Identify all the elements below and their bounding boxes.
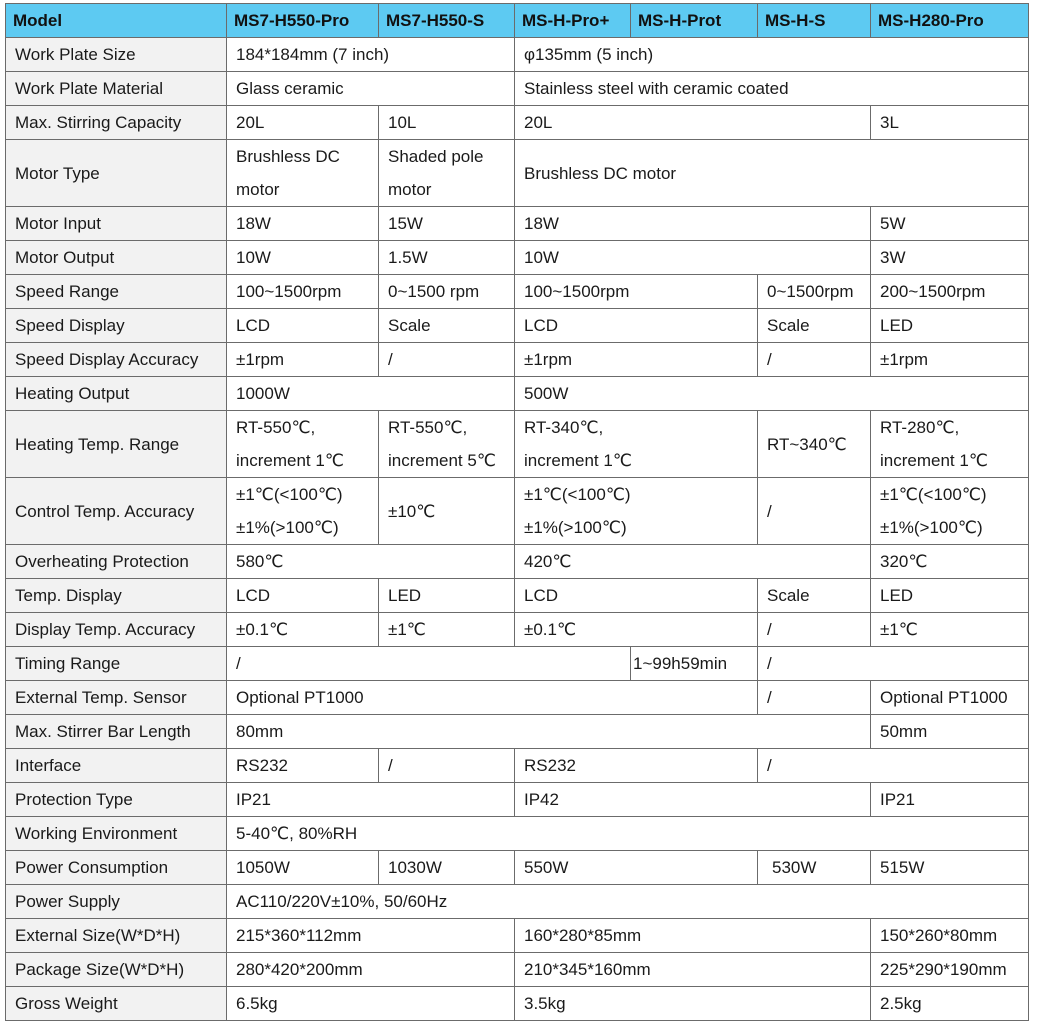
cell-line: RT-550℃, <box>236 418 316 437</box>
table-cell: RT~340℃ <box>758 411 871 478</box>
table-cell: ±10℃ <box>379 478 515 545</box>
table-cell <box>871 478 1029 545</box>
table-cell: 10L <box>379 106 515 140</box>
table-cell: 100~1500rpm <box>227 275 379 309</box>
row-label: Heating Output <box>6 377 227 411</box>
table-cell: / <box>758 478 871 545</box>
cell-line: increment 5℃ <box>388 451 496 470</box>
table-row <box>6 715 1029 749</box>
row-label: Work Plate Material <box>6 72 227 106</box>
table-cell: 1050W <box>227 851 379 885</box>
table-cell: IP42 <box>515 783 871 817</box>
table-cell: Glass ceramic <box>227 72 515 106</box>
table-cell: Stainless steel with ceramic coated <box>515 72 1029 106</box>
table-cell: 80mm <box>227 715 871 749</box>
row-label: Protection Type <box>6 783 227 817</box>
cell-line: RT-280℃, <box>880 418 960 437</box>
table-cell: ±1rpm <box>227 343 379 377</box>
row-label: Speed Display <box>6 309 227 343</box>
row-label: Package Size(W*D*H) <box>6 953 227 987</box>
table-row <box>6 987 1029 1021</box>
table-row <box>6 953 1029 987</box>
row-label: Display Temp. Accuracy <box>6 613 227 647</box>
table-cell: 2.5kg <box>871 987 1029 1021</box>
table-cell: 500W <box>515 377 1029 411</box>
table-cell: 0~1500rpm <box>758 275 871 309</box>
row-label: Motor Output <box>6 241 227 275</box>
table-cell: 6.5kg <box>227 987 515 1021</box>
table-cell: Optional PT1000 <box>871 681 1029 715</box>
table-row <box>6 377 1029 411</box>
cell-line: Shaded pole <box>388 147 484 166</box>
table-cell: 550W <box>515 851 758 885</box>
table-cell: 100~1500rpm <box>515 275 758 309</box>
table-cell: 0~1500 rpm <box>379 275 515 309</box>
table-cell <box>227 140 379 207</box>
row-label: Max. Stirrer Bar Length <box>6 715 227 749</box>
table-cell: LED <box>871 579 1029 613</box>
table-cell: 200~1500rpm <box>871 275 1029 309</box>
row-label: Motor Input <box>6 207 227 241</box>
table-cell: 160*280*85mm <box>515 919 871 953</box>
table-row <box>6 411 1029 478</box>
row-label: Heating Temp. Range <box>6 411 227 478</box>
header-ms-h-s: MS-H-S <box>758 4 871 38</box>
table-row <box>6 207 1029 241</box>
table-cell: LED <box>379 579 515 613</box>
cell-line: increment 1℃ <box>880 451 988 470</box>
table-cell: 320℃ <box>871 545 1029 579</box>
cell-line: RT-550℃, <box>388 418 468 437</box>
table-cell: 3L <box>871 106 1029 140</box>
table-row <box>6 478 1029 545</box>
table-cell <box>379 140 515 207</box>
table-cell: Scale <box>758 579 871 613</box>
cell-line: ±1℃(<100℃) <box>524 485 631 504</box>
header-ms-h-prot: MS-H-Prot <box>631 4 758 38</box>
table-cell: 184*184mm (7 inch) <box>227 38 515 72</box>
row-label: Overheating Protection <box>6 545 227 579</box>
table-cell: 5W <box>871 207 1029 241</box>
table-cell <box>227 478 379 545</box>
table-cell: / <box>758 343 871 377</box>
row-label: Speed Range <box>6 275 227 309</box>
table-row <box>6 885 1029 919</box>
table-cell: / <box>758 647 1029 681</box>
cell-line: ±1%(>100℃) <box>236 518 339 537</box>
row-label: External Temp. Sensor <box>6 681 227 715</box>
row-label: Work Plate Size <box>6 38 227 72</box>
table-cell: ±1rpm <box>871 343 1029 377</box>
table-cell: φ135mm (5 inch) <box>515 38 1029 72</box>
table-row <box>6 613 1029 647</box>
table-cell: LCD <box>515 309 758 343</box>
table-row <box>6 851 1029 885</box>
table-cell: 1030W <box>379 851 515 885</box>
header-ms-h280-pro: MS-H280-Pro <box>871 4 1029 38</box>
table-cell: 515W <box>871 851 1029 885</box>
row-label: Motor Type <box>6 140 227 207</box>
table-cell: ±0.1℃ <box>515 613 758 647</box>
table-cell: 20L <box>227 106 379 140</box>
table-cell: 18W <box>227 207 379 241</box>
row-label: Control Temp. Accuracy <box>6 478 227 545</box>
table-cell: 18W <box>515 207 871 241</box>
table-cell: 580℃ <box>227 545 515 579</box>
table-cell: 150*260*80mm <box>871 919 1029 953</box>
cell-line: Brushless DC <box>236 147 340 166</box>
table-cell: Optional PT1000 <box>227 681 758 715</box>
cell-line: ±1%(>100℃) <box>524 518 627 537</box>
table-row <box>6 681 1029 715</box>
cell-line: ±1℃(<100℃) <box>236 485 343 504</box>
row-label: Power Supply <box>6 885 227 919</box>
table-cell: / <box>227 647 631 681</box>
table-row <box>6 275 1029 309</box>
cell-line: increment 1℃ <box>524 451 632 470</box>
table-cell <box>515 411 758 478</box>
table-cell: Scale <box>758 309 871 343</box>
cell-line: increment 1℃ <box>236 451 344 470</box>
table-cell: IP21 <box>871 783 1029 817</box>
cell-line: ±1℃(<100℃) <box>880 485 987 504</box>
table-row <box>6 72 1029 106</box>
table-cell: 3W <box>871 241 1029 275</box>
table-row <box>6 579 1029 613</box>
row-label: Timing Range <box>6 647 227 681</box>
table-cell: 1000W <box>227 377 515 411</box>
header-model: Model <box>6 4 227 38</box>
table-cell <box>871 411 1029 478</box>
row-label: Temp. Display <box>6 579 227 613</box>
table-cell: / <box>379 343 515 377</box>
table-cell: 10W <box>227 241 379 275</box>
table-cell <box>227 411 379 478</box>
table-cell: ±0.1℃ <box>227 613 379 647</box>
table-cell: LCD <box>227 579 379 613</box>
table-cell: RS232 <box>227 749 379 783</box>
row-label: Interface <box>6 749 227 783</box>
table-cell: 3.5kg <box>515 987 871 1021</box>
header-ms7-h550-pro: MS7-H550-Pro <box>227 4 379 38</box>
table-cell: 215*360*112mm <box>227 919 515 953</box>
table-cell: 1~99h59min <box>631 647 758 681</box>
table-cell: LCD <box>227 309 379 343</box>
table-cell <box>379 411 515 478</box>
table-cell: LED <box>871 309 1029 343</box>
row-label: Power Consumption <box>6 851 227 885</box>
header-row <box>6 4 1029 38</box>
table-row <box>6 140 1029 207</box>
cell-line: motor <box>236 180 280 199</box>
table-cell: / <box>379 749 515 783</box>
cell-line: RT-340℃, <box>524 418 604 437</box>
table-row <box>6 545 1029 579</box>
table-cell: LCD <box>515 579 758 613</box>
table-cell: 5-40℃, 80%RH <box>227 817 1029 851</box>
table-row <box>6 309 1029 343</box>
table-cell: / <box>758 749 1029 783</box>
table-cell: ±1℃ <box>871 613 1029 647</box>
table-cell: Scale <box>379 309 515 343</box>
table-row <box>6 919 1029 953</box>
cell-line: ±1%(>100℃) <box>880 518 983 537</box>
table-cell: Brushless DC motor <box>515 140 1029 207</box>
table-cell: 280*420*200mm <box>227 953 515 987</box>
table-row <box>6 647 1029 681</box>
table-row <box>6 817 1029 851</box>
table-cell <box>515 478 758 545</box>
table-cell: ±1rpm <box>515 343 758 377</box>
table-cell: IP21 <box>227 783 515 817</box>
table-cell: 15W <box>379 207 515 241</box>
table-cell: 20L <box>515 106 871 140</box>
table-row <box>6 241 1029 275</box>
header-ms7-h550-s: MS7-H550-S <box>379 4 515 38</box>
table-row <box>6 749 1029 783</box>
table-cell: 50mm <box>871 715 1029 749</box>
table-row <box>6 106 1029 140</box>
table-cell: 225*290*190mm <box>871 953 1029 987</box>
spec-table-container <box>5 3 1029 1021</box>
spec-table <box>5 3 1029 1021</box>
row-label: Speed Display Accuracy <box>6 343 227 377</box>
table-row <box>6 38 1029 72</box>
row-label: Max. Stirring Capacity <box>6 106 227 140</box>
table-cell: / <box>758 613 871 647</box>
row-label: Working Environment <box>6 817 227 851</box>
table-cell: 210*345*160mm <box>515 953 871 987</box>
table-cell: 420℃ <box>515 545 871 579</box>
table-cell: / <box>758 681 871 715</box>
table-cell: 530W <box>758 851 871 885</box>
table-cell: 1.5W <box>379 241 515 275</box>
row-label: Gross Weight <box>6 987 227 1021</box>
table-cell: AC110/220V±10%, 50/60Hz <box>227 885 1029 919</box>
table-cell: RS232 <box>515 749 758 783</box>
header-ms-h-pro-plus: MS-H-Pro+ <box>515 4 631 38</box>
table-row <box>6 343 1029 377</box>
table-row <box>6 783 1029 817</box>
row-label: External Size(W*D*H) <box>6 919 227 953</box>
table-cell: ±1℃ <box>379 613 515 647</box>
cell-line: motor <box>388 180 432 199</box>
table-cell: 10W <box>515 241 871 275</box>
